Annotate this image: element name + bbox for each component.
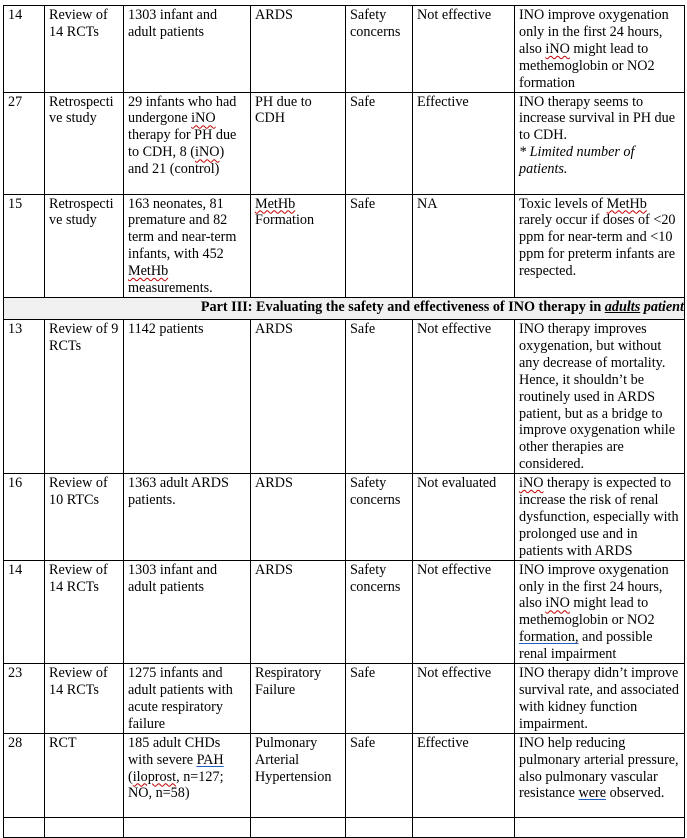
- table-row: [4, 817, 685, 837]
- conclusion-cell: INO therapy improves oxygenation, but without any decrease of mortality. Hence, it shouldn’t be routinely used in ARDS patient, but as a bridge to improve oxygenation while other therapies are considered.: [515, 319, 685, 473]
- condition-cell: [251, 817, 346, 837]
- conclusion-cell: INO help reducing pulmonary arterial pressure, also pulmonary vascular resistance were observed.: [515, 733, 685, 817]
- safety-cell: Safe: [346, 194, 413, 297]
- ref-cell: [4, 817, 45, 837]
- safety-cell: Safety concerns: [346, 474, 413, 561]
- conclusion-cell: [515, 817, 685, 837]
- conclusion-cell: INO improve oxygenation only in the first 24 hours, also iNO might lead to methemoglobin or NO2 formation: [515, 6, 685, 93]
- ref-cell: 23: [4, 664, 45, 734]
- conclusion-cell: INO improve oxygenation only in the first 24 hours, also iNO might lead to methemoglobin or NO2 formation, and possible renal impairment: [515, 560, 685, 663]
- condition-cell: ARDS: [251, 6, 346, 93]
- ref-cell: 15: [4, 194, 45, 297]
- population-cell: 1275 infants and adult patients with acute respiratory failure: [124, 664, 251, 734]
- ref-cell: 28: [4, 733, 45, 817]
- table-row: [4, 474, 685, 561]
- effect-cell: [413, 817, 515, 837]
- limitation-note: * Limited number of patients.: [519, 144, 635, 178]
- effect-cell: Effective: [413, 92, 515, 194]
- conclusion-cell: Toxic levels of MetHb rarely occur if doses of <20 ppm for near-term and <10 ppm for preterm infants are respected.: [515, 194, 685, 297]
- condition-cell: PH due to CDH: [251, 92, 346, 194]
- ref-cell: 14: [4, 560, 45, 663]
- evidence-table: [3, 5, 685, 838]
- table-row: [4, 6, 685, 93]
- effect-cell: Not effective: [413, 6, 515, 93]
- population-cell: 185 adult CHDs with severe PAH (iloprost, n=127; NO, n=58): [124, 733, 251, 817]
- design-cell: Review of 10 RTCs: [45, 474, 124, 561]
- condition-cell: ARDS: [251, 319, 346, 473]
- design-cell: Retrospective study: [45, 92, 124, 194]
- population-cell: 1303 infant and adult patients: [124, 560, 251, 663]
- table-row: [4, 560, 685, 663]
- safety-cell: Safety concerns: [346, 560, 413, 663]
- design-cell: RCT: [45, 733, 124, 817]
- condition-cell: MetHb Formation: [251, 194, 346, 297]
- condition-cell: ARDS: [251, 474, 346, 561]
- safety-cell: Safe: [346, 733, 413, 817]
- effect-cell: Effective: [413, 733, 515, 817]
- conclusion-cell: iNO therapy is expected to increase the risk of renal dysfunction, especially with prolonged use and in patients with ARDS: [515, 474, 685, 561]
- table-row: [4, 664, 685, 734]
- design-cell: Review of 14 RCTs: [45, 6, 124, 93]
- conclusion-cell: INO therapy seems to increase survival in PH due to CDH. * Limited number of patients.: [515, 92, 685, 194]
- safety-cell: [346, 817, 413, 837]
- design-cell: [45, 817, 124, 837]
- condition-cell: Pulmonary Arterial Hypertension: [251, 733, 346, 817]
- effect-cell: Not effective: [413, 319, 515, 473]
- ref-cell: 16: [4, 474, 45, 561]
- population-cell: 1142 patients: [124, 319, 251, 473]
- safety-cell: Safe: [346, 92, 413, 194]
- ref-cell: 13: [4, 319, 45, 473]
- effect-cell: Not effective: [413, 664, 515, 734]
- design-cell: Review of 9 RCTs: [45, 319, 124, 473]
- population-cell: 29 infants who had undergone iNO therapy for PH due to CDH, 8 (iNO) and 21 (control): [124, 92, 251, 194]
- table-row: [4, 319, 685, 473]
- population-cell: 1363 adult ARDS patients.: [124, 474, 251, 561]
- table-row: [4, 92, 685, 194]
- ref-cell: 14: [4, 6, 45, 93]
- part-header: Part III: Evaluating the safety and effectiveness of INO therapy in adults patient: [4, 297, 685, 319]
- design-cell: Review of 14 RCTs: [45, 664, 124, 734]
- population-cell: 1303 infant and adult patients: [124, 6, 251, 93]
- effect-cell: Not evaluated: [413, 474, 515, 561]
- ref-cell: 27: [4, 92, 45, 194]
- safety-cell: Safety concerns: [346, 6, 413, 93]
- part-header-row: [4, 297, 685, 319]
- population-cell: [124, 817, 251, 837]
- safety-cell: Safe: [346, 664, 413, 734]
- effect-cell: NA: [413, 194, 515, 297]
- table-row: [4, 194, 685, 297]
- conclusion-cell: INO therapy didn’t improve survival rate, and associated with kidney function impairment.: [515, 664, 685, 734]
- population-cell: 163 neonates, 81 premature and 82 term and near-term infants, with 452 MetHb measurements.: [124, 194, 251, 297]
- effect-cell: Not effective: [413, 560, 515, 663]
- condition-cell: ARDS: [251, 560, 346, 663]
- design-cell: Review of 14 RCTs: [45, 560, 124, 663]
- table-row: [4, 733, 685, 817]
- design-cell: Retrospective study: [45, 194, 124, 297]
- safety-cell: Safe: [346, 319, 413, 473]
- condition-cell: Respiratory Failure: [251, 664, 346, 734]
